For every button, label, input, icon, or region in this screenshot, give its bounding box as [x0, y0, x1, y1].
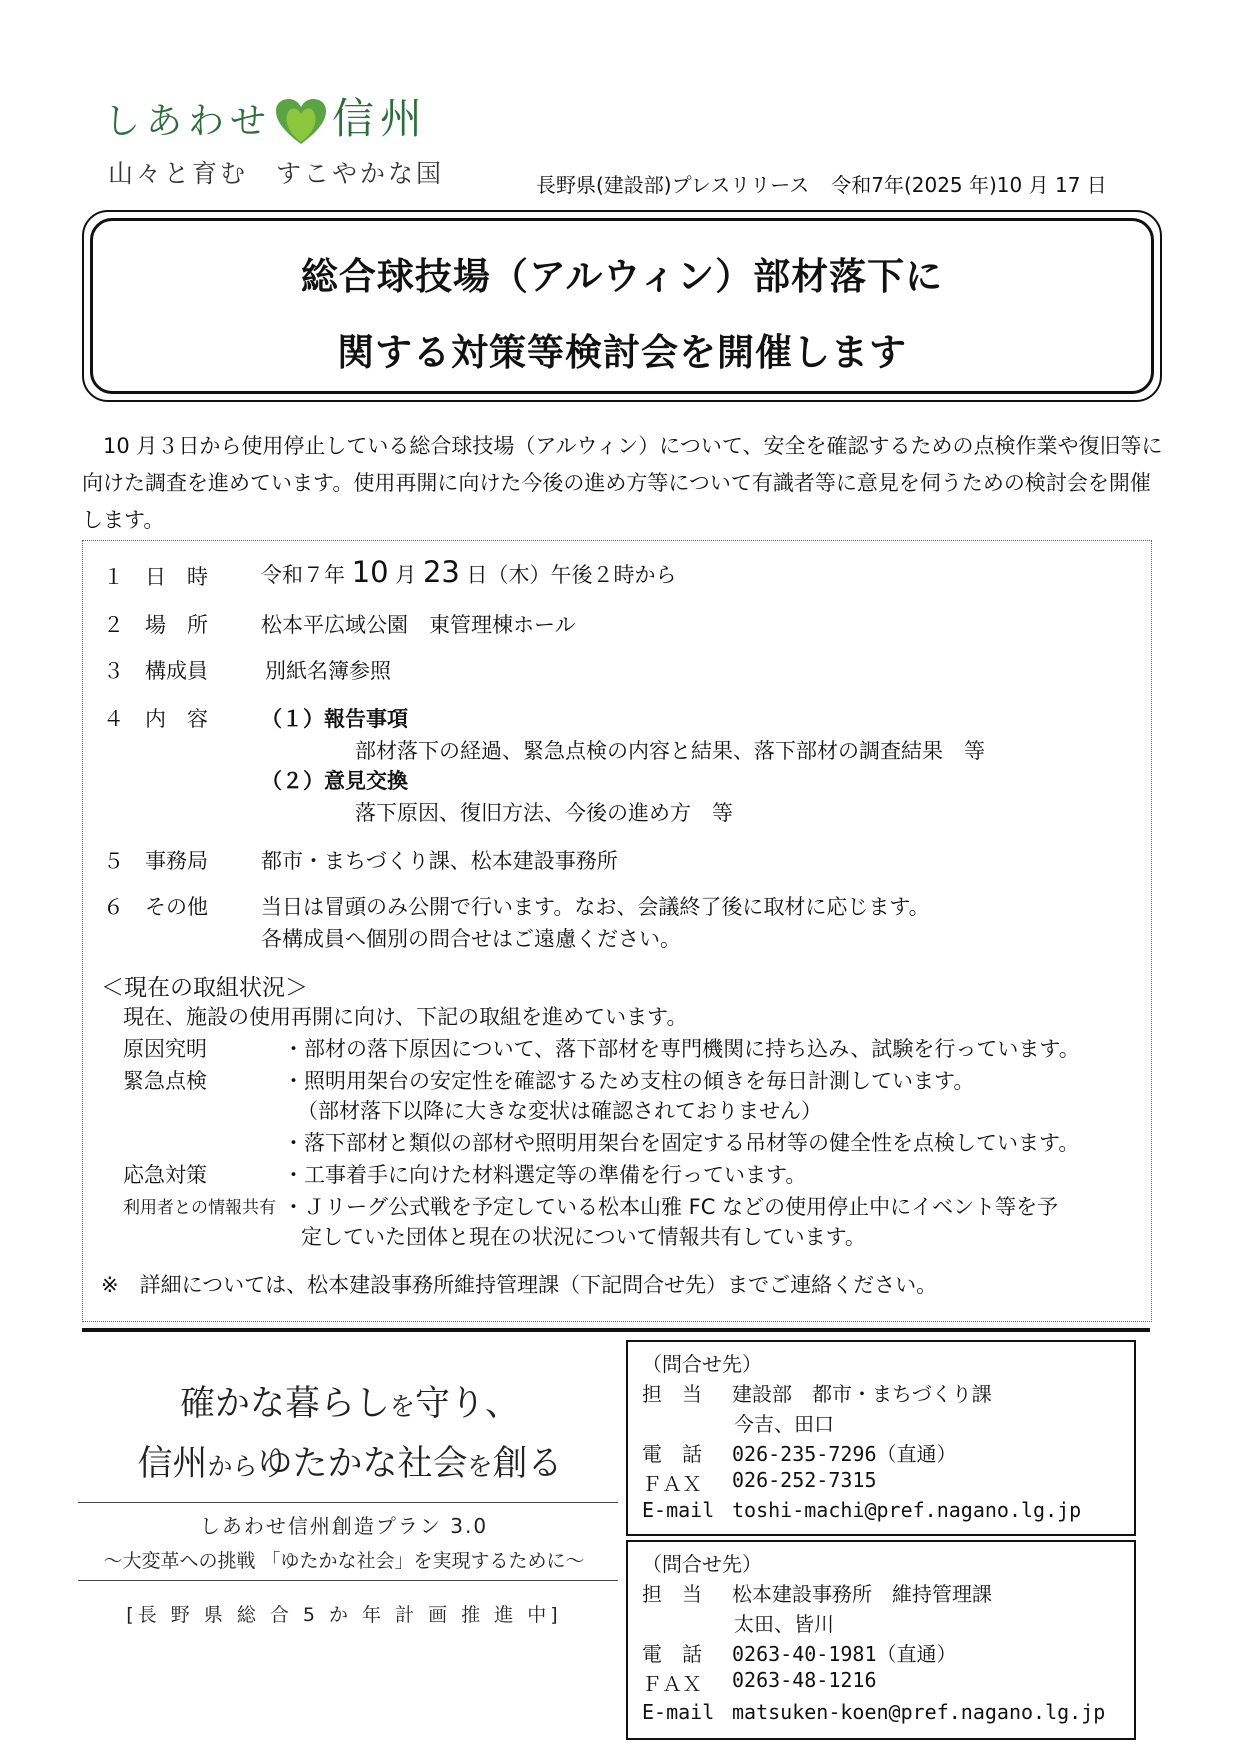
- contact-box-1: [626, 1340, 1136, 1536]
- intro-paragraph: 10 月３日から使用停止している総合球技場（アルウィン）について、安全を確認するための点検作業や復旧等に向けた調査を進めています。使用再開に向けた今後の進め方等について有識者等に意見を伺うための検討会を開催します。: [82, 434, 1163, 532]
- contact-2-dept: 松本建設事務所 維持管理課: [732, 1582, 992, 1606]
- details-box: [82, 540, 1152, 1322]
- content-label: ４ 内 容: [103, 707, 208, 731]
- office-value: 都市・まちづくり課、松本建設事務所: [261, 849, 618, 873]
- plan-name: しあわせ信州創造プラン 3.0: [199, 1514, 489, 1538]
- share-text-1: ・Ｊリーグ公式戦を予定している松本山雅 FC などの使用停止中にイベント等を予: [283, 1195, 1059, 1219]
- office-label: ５ 事務局: [103, 849, 208, 873]
- share-text-2: 定していた団体と現在の状況について情報共有しています。: [301, 1225, 866, 1249]
- slogan-b5: 創る: [492, 1444, 563, 1484]
- emergency-label: 応急対策: [123, 1163, 207, 1187]
- contact-1-dept: 建設部 都市・まちづくり課: [732, 1382, 992, 1406]
- contact-2-mail-label: E-mail: [642, 1700, 715, 1724]
- section-divider: [82, 1328, 1150, 1332]
- contact-2-names: 太田、皆川: [734, 1612, 834, 1636]
- exchange-heading: （２）意見交換: [261, 769, 408, 793]
- other-line-1: 当日は冒頭のみ公開で行います。なお、会議終了後に取材に応じます。: [261, 895, 930, 919]
- brand-tagline: 山々と育む すこやかな国: [108, 159, 445, 188]
- other-label: ６ その他: [103, 895, 208, 919]
- contact-1-person-label: 担 当: [642, 1382, 702, 1406]
- brand-kanji: 信州: [332, 94, 429, 143]
- slogan-a1: 確かな暮らし: [179, 1384, 390, 1424]
- contact-1-mail[interactable]: toshi-machi@pref.nagano.lg.jp: [732, 1498, 1082, 1522]
- datetime-mid: 月: [388, 563, 423, 587]
- status-heading: ＜現在の取組状況＞: [101, 975, 308, 1001]
- cause-text: ・部材の落下原因について、落下部材を専門機関に持ち込み、試験を行っています。: [283, 1037, 1080, 1061]
- datetime-month: 10: [351, 555, 389, 589]
- contact-2-person-label: 担 当: [642, 1582, 702, 1606]
- plan-rule-top: [78, 1502, 618, 1503]
- release-date: 令和7年(2025 年)10 月 17 日: [831, 173, 1107, 197]
- contact-1-heading: （問合せ先）: [642, 1352, 762, 1376]
- slogan-line-1: [80, 1376, 620, 1426]
- slogan-b4: を: [467, 1452, 493, 1481]
- report-heading: （１）報告事項: [261, 707, 408, 731]
- place-label: ２ 場 所: [103, 613, 208, 637]
- emergency-text: ・工事着手に向けた材料選定等の準備を行っています。: [283, 1163, 807, 1187]
- contact-1-fax: 026-252-7315: [732, 1468, 877, 1492]
- contact-1-names: 今吉、田口: [734, 1412, 834, 1436]
- slogan-line-2: [80, 1436, 620, 1486]
- members-label: ３ 構成員: [103, 659, 208, 683]
- check-text-1: ・照明用架台の安定性を確認するため支柱の傾きを毎日計測しています。: [283, 1069, 975, 1093]
- check-text-1b: （部材落下以降に大きな変状は確認されておりません）: [297, 1099, 822, 1123]
- contact-2-fax-label: ＦＡＸ: [642, 1672, 702, 1696]
- contact-1-tel: 026-235-7296（直通）: [732, 1442, 957, 1466]
- contact-1-mail-label: E-mail: [642, 1498, 715, 1522]
- plan-subtitle: ～大変革への挑戦 「ゆたかな社会」を実現するために～: [103, 1550, 585, 1572]
- brand-kana: しあわせ: [104, 101, 273, 142]
- members-value: 別紙名簿参照: [265, 659, 391, 683]
- check-label: 緊急点検: [123, 1069, 207, 1093]
- contact-2-fax: 0263-48-1216: [732, 1668, 877, 1692]
- slogan-a2: を: [389, 1392, 415, 1421]
- plan-footer: [長 野 県 総 合 5 か 年 計 画 推 進 中]: [126, 1604, 562, 1626]
- contact-box-2: [626, 1540, 1136, 1740]
- slogan-a3: 守り、: [415, 1384, 521, 1424]
- title-line-1: 総合球技場（アルウィン）部材落下に: [300, 255, 944, 298]
- contact-2-tel-label: 電 話: [642, 1642, 702, 1666]
- contact-1-tel-label: 電 話: [642, 1442, 702, 1466]
- contact-2-mail[interactable]: matsuken-koen@pref.nagano.lg.jp: [732, 1700, 1106, 1724]
- check-text-2: ・落下部材と類似の部材や照明用架台を固定する吊材等の健全性を点検しています。: [283, 1131, 1080, 1155]
- brand-logo: [104, 86, 428, 146]
- datetime-pre: 令和７年: [261, 563, 352, 587]
- press-header: [536, 169, 1107, 198]
- title-box: [82, 210, 1162, 402]
- place-value: 松本平広域公園 東管理棟ホール: [261, 613, 576, 637]
- release-label: 長野県(建設部)プレスリリース: [536, 173, 810, 197]
- contact-2-tel: 0263-40-1981（直通）: [732, 1642, 957, 1666]
- plan-rule-bottom: [78, 1580, 618, 1581]
- datetime-day: 23: [422, 555, 460, 589]
- status-lead: 現在、施設の使用再開に向け、下記の取組を進めています。: [123, 1005, 688, 1029]
- datetime-post: 日（木）午後２時から: [459, 563, 677, 587]
- title-line-2: 関する対策等検討会を開催します: [337, 331, 907, 374]
- slogan-b2: から: [207, 1452, 258, 1481]
- status-note: ※ 詳細については、松本建設事務所維持管理課（下記問合せ先）までご連絡ください。: [101, 1273, 938, 1297]
- report-detail: 部材落下の経過、緊急点検の内容と結果、落下部材の調査結果 等: [355, 739, 985, 763]
- contact-1-fax-label: ＦＡＸ: [642, 1472, 702, 1496]
- cause-label: 原因究明: [123, 1037, 207, 1061]
- datetime-value: [261, 555, 677, 589]
- share-label: 利用者との情報共有: [123, 1198, 276, 1218]
- other-line-2: 各構成員へ個別の問合せはご遠慮ください。: [261, 927, 681, 951]
- heart-icon: [274, 98, 328, 146]
- contact-2-heading: （問合せ先）: [642, 1552, 762, 1576]
- slogan-b3: ゆたかな社会: [257, 1444, 468, 1484]
- datetime-label: １ 日 時: [103, 565, 208, 589]
- exchange-detail: 落下原因、復旧方法、今後の進め方 等: [355, 801, 733, 825]
- slogan-b1: 信州: [137, 1444, 208, 1484]
